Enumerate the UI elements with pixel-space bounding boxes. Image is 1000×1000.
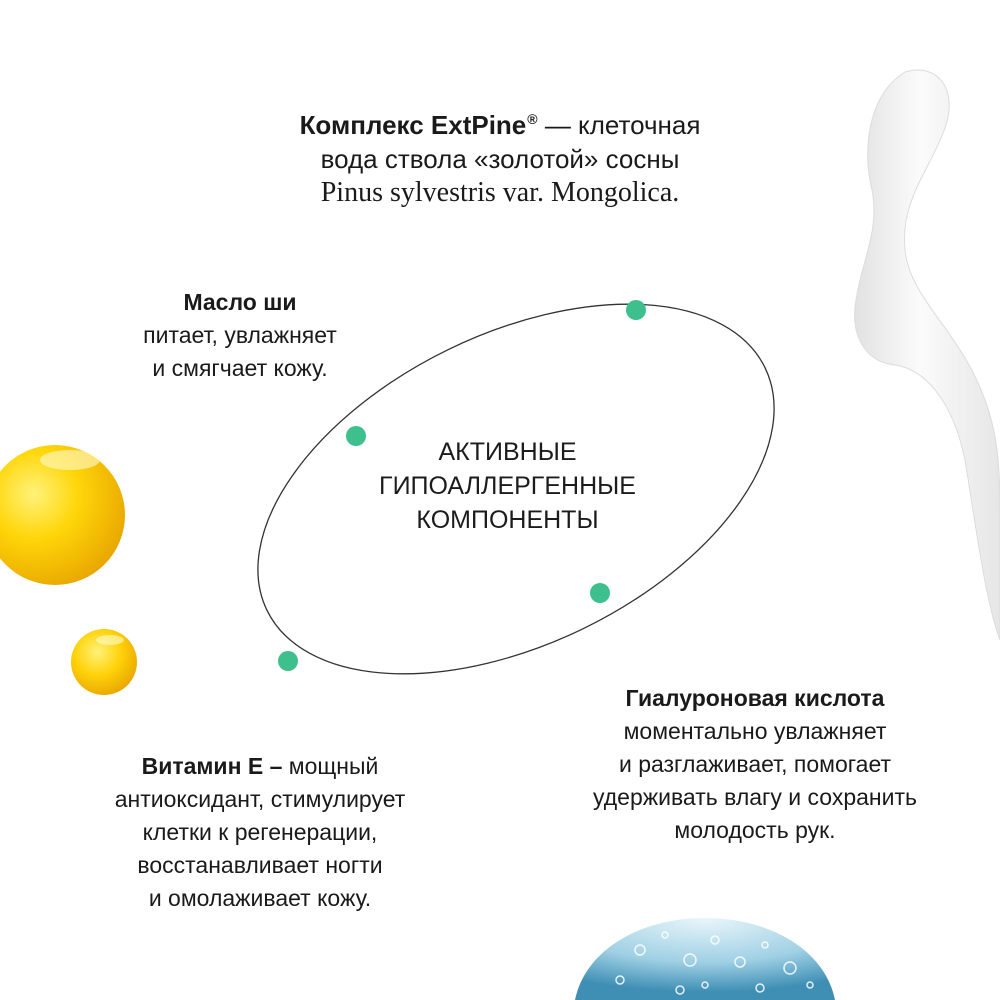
- hyaluronic-line4: молодость рук.: [674, 817, 836, 843]
- header-line1-rest: — клеточная: [537, 110, 701, 140]
- ellipse-dot-top: [626, 300, 646, 320]
- ellipse-dot-bottom: [278, 651, 298, 671]
- header-latin-name: Pinus sylvestris var. Mongolica.: [320, 177, 680, 208]
- shea-title: Масло ши: [183, 289, 297, 315]
- hyaluronic-line2: и разглаживает, помогает: [618, 751, 892, 777]
- center-line2: ГИПОАЛЛЕРГЕННЫЕ: [379, 472, 636, 500]
- hyaluronic-line3: удерживать влагу и сохранить: [593, 784, 917, 810]
- header-brand: Комплекс ExtPine: [299, 110, 527, 140]
- registered-mark: ®: [527, 111, 538, 127]
- vitamin-line1-rest: мощный: [282, 753, 379, 779]
- shea-butter-block: [90, 286, 390, 385]
- hyaluronic-title: Гиалуроновая кислота: [625, 685, 885, 711]
- center-line3: КОМПОНЕНТЫ: [416, 506, 599, 534]
- shea-line2: и смягчает кожу.: [152, 355, 328, 381]
- vitamin-title: Витамин Е –: [141, 753, 283, 779]
- vitamin-e-block: [60, 750, 460, 915]
- center-line1: АКТИВНЫЕ: [438, 438, 577, 466]
- header-line2: вода ствола «золотой» сосны: [320, 144, 680, 174]
- oil-drop-small-highlight: [96, 635, 124, 645]
- shea-line1: питает, увлажняет: [143, 322, 337, 348]
- vitamin-line4: восстанавливает ногти: [137, 852, 383, 878]
- hyaluronic-acid-block: [530, 682, 980, 847]
- center-caption: [330, 435, 685, 537]
- cream-swirl-image: [855, 70, 1000, 640]
- vitamin-line3: клетки к регенерации,: [142, 819, 378, 845]
- hyaluronic-line1: моментально увлажняет: [623, 718, 887, 744]
- vitamin-line2: антиоксидант, стимулирует: [114, 786, 406, 812]
- vitamin-line5: и омолаживает кожу.: [148, 885, 372, 911]
- header-text: [200, 102, 800, 210]
- oil-drop-large-highlight: [40, 450, 100, 470]
- ellipse-dot-right: [590, 583, 610, 603]
